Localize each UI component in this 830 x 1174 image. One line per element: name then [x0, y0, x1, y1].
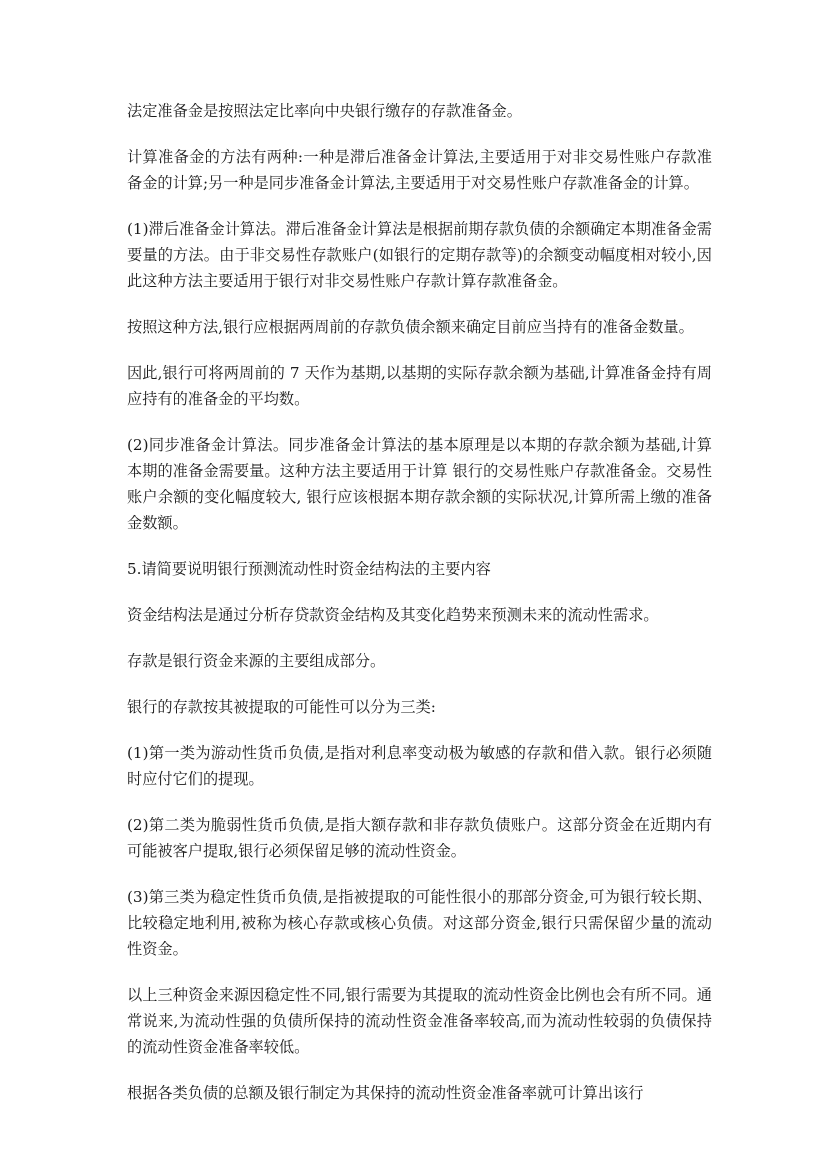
- paragraph-fund-structure-method: 资金结构法是通过分析存贷款资金结构及其变化趋势来预测未来的流动性需求。: [127, 606, 659, 624]
- question-heading: 5.请简要说明银行预测流动性时资金结构法的主要内容: [127, 560, 491, 578]
- document-body: [127, 98, 712, 1126]
- paragraph-vulnerable-money: (2)第二类为脆弱性货币负债,是指大额存款和非存款负债账户。这部分资金在近期内有可能被客户提取,银行必须保留足够的流动性资金。: [127, 816, 712, 860]
- paragraph-statutory-reserve: 法定准备金是按照法定比率向中央银行缴存的存款准备金。: [127, 102, 522, 120]
- paragraph-hot-money: (1)第一类为游动性货币负债,是指对利息率变动极为敏感的存款和借入款。银行必须随时应付它们的提现。: [127, 744, 712, 788]
- paragraph-contemporaneous-reserve: (2)同步准备金计算法。同步准备金计算法的基本原理是以本期的存款余额为基础,计算本期的准备金需要量。这种方法主要适用于计算 银行的交易性账户存款准备金。交易性账户余额的变化幅度较大, 银行应该根据本期存款余额的实际状况,计算所需上缴的准备金数额。: [127, 436, 712, 532]
- paragraph-base-period: 因此,银行可将两周前的 7 天作为基期,以基期的实际存款余额为基础,计算准备金持有周应持有的准备金的平均数。: [127, 364, 712, 408]
- paragraph-deposits-source: 存款是银行资金来源的主要组成部分。: [127, 652, 386, 670]
- paragraph-two-weeks-prior: 按照这种方法,银行应根据两周前的存款负债余额来确定目前应当持有的准备金数量。: [127, 318, 694, 336]
- paragraph-three-categories: 银行的存款按其被提取的可能性可以分为三类:: [127, 698, 436, 716]
- paragraph-lagged-reserve: (1)滞后准备金计算法。滞后准备金计算法是根据前期存款负债的余额确定本期准备金需要量的方法。由于非交易性存款账户(如银行的定期存款等)的余额变动幅度相对较小,因此这种方法主要适用于银行对非交易性账户存款计算存款准备金。: [127, 220, 712, 290]
- paragraph-stable-money: (3)第三类为稳定性货币负债,是指被提取的可能性很小的那部分资金,可为银行较长期、比较稳定地利用,被称为核心存款或核心负债。对这部分资金,银行只需保留少量的流动性资金。: [127, 888, 712, 958]
- paragraph-reserve-methods: 计算准备金的方法有两种:一种是滞后准备金计算法,主要适用于对非交易性账户存款准备金的计算;另一种是同步准备金计算法,主要适用于对交易性账户存款准备金的计算。: [127, 148, 712, 192]
- paragraph-calculation: 根据各类负债的总额及银行制定为其保持的流动性资金准备率就可计算出该行: [127, 1084, 644, 1102]
- paragraph-liquidity-ratio: 以上三种资金来源因稳定性不同,银行需要为其提取的流动性资金比例也会有所不同。通常说来,为流动性强的负债所保持的流动性资金准备率较高,而为流动性较弱的负债保持的流动性资金准备率较低。: [127, 986, 712, 1056]
